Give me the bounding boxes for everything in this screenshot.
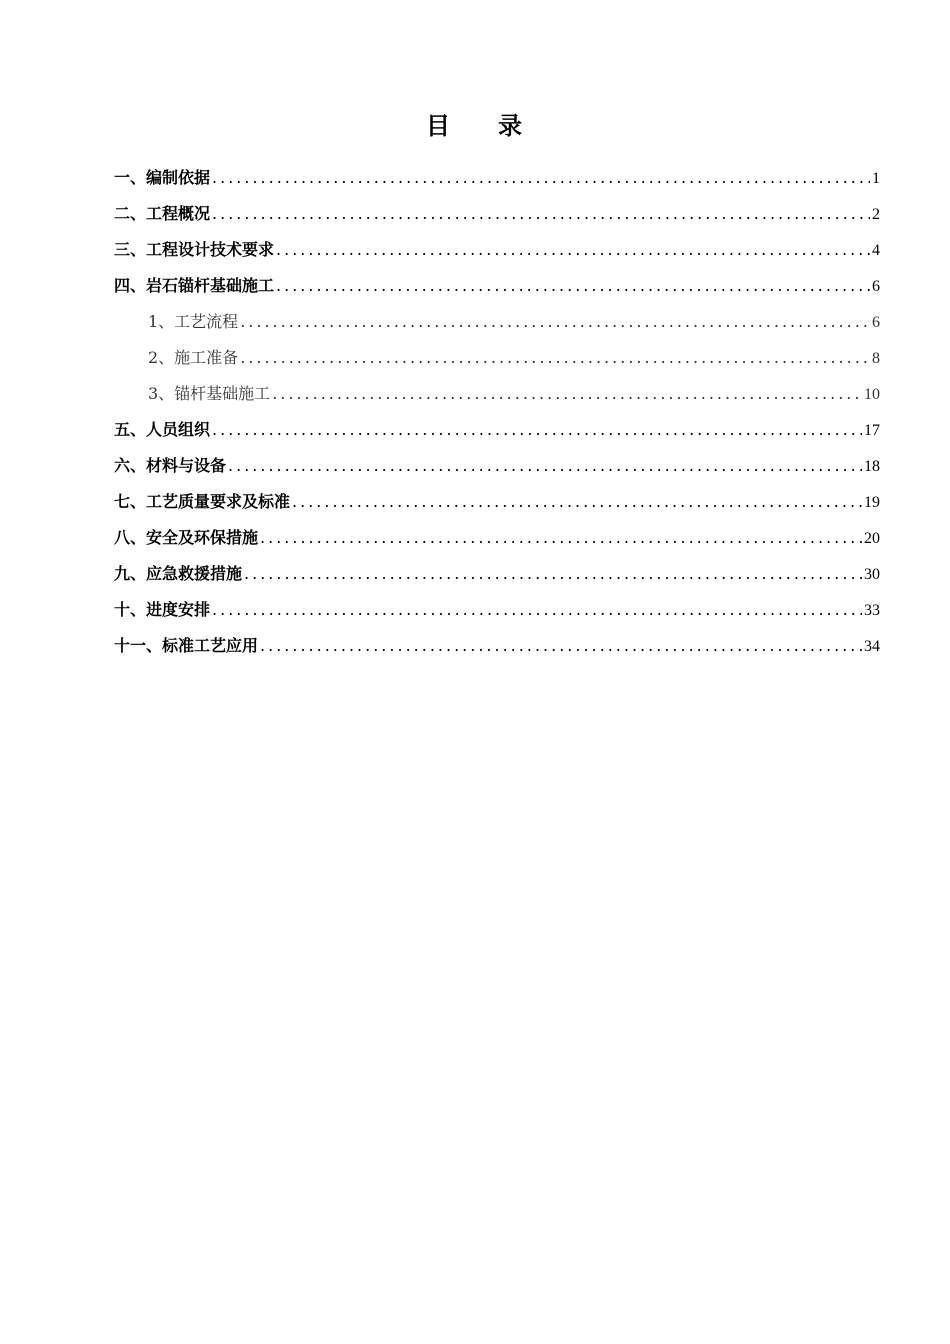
toc-entry-6[interactable] [114, 448, 880, 484]
toc-entry-page: 17 [864, 422, 880, 439]
toc-entry-page: 10 [864, 386, 880, 403]
toc-title [0, 110, 950, 142]
toc-entry-label: 九、应急救援措施 [114, 564, 243, 583]
toc-leader-dots [244, 556, 862, 592]
toc-entry-5[interactable] [114, 412, 880, 448]
toc-leader-dots [276, 232, 870, 268]
toc-entry-9[interactable] [114, 556, 880, 592]
toc-entry-8[interactable] [114, 520, 880, 556]
toc-entry-page: 33 [864, 602, 880, 619]
toc-leader-dots [212, 160, 870, 196]
toc-entry-label: 1、工艺流程 [148, 312, 239, 331]
toc-entry-11[interactable] [114, 628, 880, 664]
toc-entry-page: 30 [864, 566, 880, 583]
toc-entry-7[interactable] [114, 484, 880, 520]
toc-leader-dots [260, 628, 862, 664]
toc-entry-label: 3、锚杆基础施工 [148, 384, 271, 403]
toc-entry-page: 2 [872, 206, 880, 223]
toc-entry-label: 十、进度安排 [114, 600, 211, 619]
toc-title-right: 录 [498, 111, 524, 140]
toc-entry-label: 八、安全及环保措施 [114, 528, 259, 547]
toc-entry-page: 6 [872, 314, 880, 331]
toc-subentry-4-3[interactable] [114, 376, 880, 412]
toc-entry-page: 8 [872, 350, 880, 367]
toc-subentry-4-2[interactable] [114, 340, 880, 376]
toc-entry-1[interactable] [114, 160, 880, 196]
toc-leader-dots [212, 196, 870, 232]
toc-leader-dots [228, 448, 862, 484]
toc-leader-dots [260, 520, 862, 556]
toc-leader-dots [292, 484, 862, 520]
toc-entry-page: 1 [872, 170, 880, 187]
toc-entry-page: 6 [872, 278, 880, 295]
toc-entry-page: 34 [864, 638, 880, 655]
toc-leader-dots [240, 304, 870, 340]
toc-entry-10[interactable] [114, 592, 880, 628]
toc-leader-dots [212, 592, 862, 628]
toc-entry-2[interactable] [114, 196, 880, 232]
toc-leader-dots [272, 376, 862, 412]
toc-entry-page: 18 [864, 458, 880, 475]
toc-entry-label: 一、编制依据 [114, 168, 211, 187]
toc-entry-label: 七、工艺质量要求及标准 [114, 492, 291, 511]
toc-entry-3[interactable] [114, 232, 880, 268]
toc-entry-4[interactable] [114, 268, 880, 304]
toc-leader-dots [240, 340, 870, 376]
toc-entry-page: 4 [872, 242, 880, 259]
toc-leader-dots [212, 412, 862, 448]
toc-entry-label: 十一、标准工艺应用 [114, 636, 259, 655]
toc-entry-label: 二、工程概况 [114, 204, 211, 223]
toc-entry-label: 三、工程设计技术要求 [114, 240, 275, 259]
toc-entry-page: 20 [864, 530, 880, 547]
toc-entry-label: 四、岩石锚杆基础施工 [114, 276, 275, 295]
toc-title-left: 目 [426, 111, 452, 140]
toc-entry-label: 2、施工准备 [148, 348, 239, 367]
toc-entry-label: 五、人员组织 [114, 420, 211, 439]
table-of-contents [114, 160, 880, 664]
toc-leader-dots [276, 268, 870, 304]
toc-subentry-4-1[interactable] [114, 304, 880, 340]
toc-entry-page: 19 [864, 494, 880, 511]
toc-entry-label: 六、材料与设备 [114, 456, 227, 475]
